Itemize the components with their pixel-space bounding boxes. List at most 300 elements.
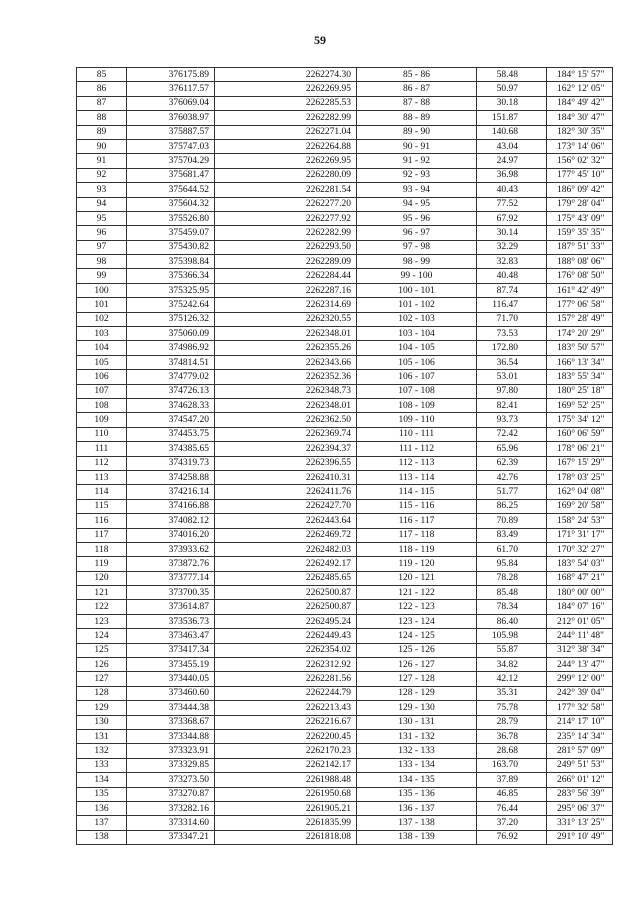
x-coordinate-cell: 373455.19 bbox=[127, 658, 215, 672]
point-number-cell: 130 bbox=[77, 715, 127, 729]
bearing-cell: 177° 32' 58" bbox=[547, 701, 613, 715]
y-coordinate-cell: 2262443.64 bbox=[215, 514, 357, 528]
length-cell: 32.83 bbox=[477, 255, 547, 269]
x-coordinate-cell: 373444.38 bbox=[127, 701, 215, 715]
table-row bbox=[77, 470, 613, 484]
point-number-cell: 100 bbox=[77, 283, 127, 297]
coordinates-table bbox=[76, 67, 613, 845]
segment-cell: 127 - 128 bbox=[357, 672, 477, 686]
bearing-cell: 180° 25' 18" bbox=[547, 384, 613, 398]
y-coordinate-cell: 2262348.73 bbox=[215, 384, 357, 398]
table-row bbox=[77, 413, 613, 427]
table-row bbox=[77, 442, 613, 456]
bearing-cell: 183° 54' 03" bbox=[547, 557, 613, 571]
y-coordinate-cell: 2262495.24 bbox=[215, 614, 357, 628]
length-cell: 116.47 bbox=[477, 298, 547, 312]
length-cell: 67.92 bbox=[477, 211, 547, 225]
length-cell: 42.76 bbox=[477, 470, 547, 484]
length-cell: 51.77 bbox=[477, 485, 547, 499]
point-number-cell: 97 bbox=[77, 240, 127, 254]
x-coordinate-cell: 375242.64 bbox=[127, 298, 215, 312]
length-cell: 53.01 bbox=[477, 370, 547, 384]
x-coordinate-cell: 373368.67 bbox=[127, 715, 215, 729]
x-coordinate-cell: 376175.89 bbox=[127, 68, 215, 82]
point-number-cell: 131 bbox=[77, 729, 127, 743]
table-row bbox=[77, 197, 613, 211]
segment-cell: 116 - 117 bbox=[357, 514, 477, 528]
length-cell: 42.12 bbox=[477, 672, 547, 686]
page-number: 59 bbox=[314, 33, 326, 47]
y-coordinate-cell: 2262289.09 bbox=[215, 255, 357, 269]
y-coordinate-cell: 2262282.99 bbox=[215, 226, 357, 240]
length-cell: 62.39 bbox=[477, 456, 547, 470]
bearing-cell: 175° 43' 09" bbox=[547, 211, 613, 225]
x-coordinate-cell: 373777.14 bbox=[127, 571, 215, 585]
bearing-cell: 212° 01' 05" bbox=[547, 614, 613, 628]
segment-cell: 94 - 95 bbox=[357, 197, 477, 211]
y-coordinate-cell: 2262142.17 bbox=[215, 758, 357, 772]
y-coordinate-cell: 2261905.21 bbox=[215, 801, 357, 815]
bearing-cell: 184° 30' 47" bbox=[547, 111, 613, 125]
table-row bbox=[77, 398, 613, 412]
y-coordinate-cell: 2262280.09 bbox=[215, 168, 357, 182]
point-number-cell: 133 bbox=[77, 758, 127, 772]
x-coordinate-cell: 373933.62 bbox=[127, 542, 215, 556]
point-number-cell: 106 bbox=[77, 370, 127, 384]
y-coordinate-cell: 2262354.02 bbox=[215, 643, 357, 657]
segment-cell: 93 - 94 bbox=[357, 183, 477, 197]
segment-cell: 119 - 120 bbox=[357, 557, 477, 571]
segment-cell: 133 - 134 bbox=[357, 758, 477, 772]
length-cell: 30.14 bbox=[477, 226, 547, 240]
y-coordinate-cell: 2262282.99 bbox=[215, 111, 357, 125]
length-cell: 172.80 bbox=[477, 341, 547, 355]
segment-cell: 123 - 124 bbox=[357, 614, 477, 628]
bearing-cell: 244° 13' 47" bbox=[547, 658, 613, 672]
table-row bbox=[77, 614, 613, 628]
point-number-cell: 101 bbox=[77, 298, 127, 312]
point-number-cell: 125 bbox=[77, 643, 127, 657]
segment-cell: 112 - 113 bbox=[357, 456, 477, 470]
point-number-cell: 137 bbox=[77, 816, 127, 830]
table-row bbox=[77, 355, 613, 369]
table-row bbox=[77, 701, 613, 715]
x-coordinate-cell: 375459.07 bbox=[127, 226, 215, 240]
bearing-cell: 295° 06' 37" bbox=[547, 801, 613, 815]
bearing-cell: 249° 51' 53" bbox=[547, 758, 613, 772]
x-coordinate-cell: 375604.32 bbox=[127, 197, 215, 211]
bearing-cell: 244° 11' 48" bbox=[547, 629, 613, 643]
bearing-cell: 184° 07' 16" bbox=[547, 600, 613, 614]
bearing-cell: 242° 39' 04" bbox=[547, 686, 613, 700]
point-number-cell: 116 bbox=[77, 514, 127, 528]
table-row bbox=[77, 298, 613, 312]
segment-cell: 101 - 102 bbox=[357, 298, 477, 312]
x-coordinate-cell: 375704.29 bbox=[127, 154, 215, 168]
point-number-cell: 92 bbox=[77, 168, 127, 182]
segment-cell: 109 - 110 bbox=[357, 413, 477, 427]
table-row bbox=[77, 571, 613, 585]
segment-cell: 136 - 137 bbox=[357, 801, 477, 815]
coordinates-table-body bbox=[77, 68, 613, 845]
segment-cell: 137 - 138 bbox=[357, 816, 477, 830]
length-cell: 77.52 bbox=[477, 197, 547, 211]
segment-cell: 135 - 136 bbox=[357, 787, 477, 801]
y-coordinate-cell: 2262277.92 bbox=[215, 211, 357, 225]
segment-cell: 122 - 123 bbox=[357, 600, 477, 614]
length-cell: 28.79 bbox=[477, 715, 547, 729]
y-coordinate-cell: 2262281.56 bbox=[215, 672, 357, 686]
table-row bbox=[77, 658, 613, 672]
point-number-cell: 111 bbox=[77, 442, 127, 456]
length-cell: 83.49 bbox=[477, 528, 547, 542]
y-coordinate-cell: 2261835.99 bbox=[215, 816, 357, 830]
segment-cell: 95 - 96 bbox=[357, 211, 477, 225]
bearing-cell: 176° 08' 50" bbox=[547, 269, 613, 283]
point-number-cell: 129 bbox=[77, 701, 127, 715]
table-row bbox=[77, 729, 613, 743]
length-cell: 73.53 bbox=[477, 327, 547, 341]
length-cell: 37.89 bbox=[477, 773, 547, 787]
y-coordinate-cell: 2262312.92 bbox=[215, 658, 357, 672]
table-row bbox=[77, 240, 613, 254]
segment-cell: 99 - 100 bbox=[357, 269, 477, 283]
bearing-cell: 177° 45' 10" bbox=[547, 168, 613, 182]
bearing-cell: 169° 20' 58" bbox=[547, 499, 613, 513]
table-row bbox=[77, 226, 613, 240]
y-coordinate-cell: 2261988.48 bbox=[215, 773, 357, 787]
point-number-cell: 121 bbox=[77, 586, 127, 600]
length-cell: 40.43 bbox=[477, 183, 547, 197]
y-coordinate-cell: 2262343.66 bbox=[215, 355, 357, 369]
segment-cell: 114 - 115 bbox=[357, 485, 477, 499]
bearing-cell: 283° 56' 39" bbox=[547, 787, 613, 801]
y-coordinate-cell: 2262271.04 bbox=[215, 125, 357, 139]
point-number-cell: 132 bbox=[77, 744, 127, 758]
x-coordinate-cell: 374453.75 bbox=[127, 427, 215, 441]
x-coordinate-cell: 376038.97 bbox=[127, 111, 215, 125]
point-number-cell: 87 bbox=[77, 96, 127, 110]
point-number-cell: 85 bbox=[77, 68, 127, 82]
table-row bbox=[77, 557, 613, 571]
point-number-cell: 119 bbox=[77, 557, 127, 571]
y-coordinate-cell: 2262277.20 bbox=[215, 197, 357, 211]
segment-cell: 92 - 93 bbox=[357, 168, 477, 182]
point-number-cell: 117 bbox=[77, 528, 127, 542]
y-coordinate-cell: 2262274.30 bbox=[215, 68, 357, 82]
length-cell: 37.20 bbox=[477, 816, 547, 830]
segment-cell: 108 - 109 bbox=[357, 398, 477, 412]
table-row bbox=[77, 183, 613, 197]
length-cell: 65.96 bbox=[477, 442, 547, 456]
table-row bbox=[77, 68, 613, 82]
point-number-cell: 120 bbox=[77, 571, 127, 585]
length-cell: 86.25 bbox=[477, 499, 547, 513]
x-coordinate-cell: 374726.13 bbox=[127, 384, 215, 398]
x-coordinate-cell: 373700.35 bbox=[127, 586, 215, 600]
x-coordinate-cell: 373282.16 bbox=[127, 801, 215, 815]
y-coordinate-cell: 2262369.74 bbox=[215, 427, 357, 441]
point-number-cell: 89 bbox=[77, 125, 127, 139]
y-coordinate-cell: 2262244.79 bbox=[215, 686, 357, 700]
point-number-cell: 94 bbox=[77, 197, 127, 211]
bearing-cell: 235° 14' 34" bbox=[547, 729, 613, 743]
length-cell: 140.68 bbox=[477, 125, 547, 139]
length-cell: 78.28 bbox=[477, 571, 547, 585]
point-number-cell: 98 bbox=[77, 255, 127, 269]
table-row bbox=[77, 82, 613, 96]
table-row bbox=[77, 283, 613, 297]
length-cell: 30.18 bbox=[477, 96, 547, 110]
y-coordinate-cell: 2262410.31 bbox=[215, 470, 357, 484]
x-coordinate-cell: 373417.34 bbox=[127, 643, 215, 657]
segment-cell: 118 - 119 bbox=[357, 542, 477, 556]
table-row bbox=[77, 456, 613, 470]
y-coordinate-cell: 2262264.88 bbox=[215, 139, 357, 153]
bearing-cell: 160° 06' 59" bbox=[547, 427, 613, 441]
bearing-cell: 178° 06' 21" bbox=[547, 442, 613, 456]
segment-cell: 86 - 87 bbox=[357, 82, 477, 96]
table-row bbox=[77, 715, 613, 729]
segment-cell: 85 - 86 bbox=[357, 68, 477, 82]
segment-cell: 91 - 92 bbox=[357, 154, 477, 168]
point-number-cell: 93 bbox=[77, 183, 127, 197]
table-row bbox=[77, 211, 613, 225]
bearing-cell: 183° 50' 57" bbox=[547, 341, 613, 355]
bearing-cell: 159° 35' 35" bbox=[547, 226, 613, 240]
x-coordinate-cell: 373329.85 bbox=[127, 758, 215, 772]
table-row bbox=[77, 686, 613, 700]
table-row bbox=[77, 485, 613, 499]
bearing-cell: 291° 10' 49" bbox=[547, 830, 613, 844]
y-coordinate-cell: 2262362.50 bbox=[215, 413, 357, 427]
x-coordinate-cell: 373273.50 bbox=[127, 773, 215, 787]
x-coordinate-cell: 374547.20 bbox=[127, 413, 215, 427]
length-cell: 97.80 bbox=[477, 384, 547, 398]
table-row bbox=[77, 600, 613, 614]
x-coordinate-cell: 375644.52 bbox=[127, 183, 215, 197]
table-row bbox=[77, 528, 613, 542]
table-row bbox=[77, 643, 613, 657]
length-cell: 36.98 bbox=[477, 168, 547, 182]
length-cell: 78.34 bbox=[477, 600, 547, 614]
bearing-cell: 179° 28' 04" bbox=[547, 197, 613, 211]
bearing-cell: 166° 13' 34" bbox=[547, 355, 613, 369]
point-number-cell: 103 bbox=[77, 327, 127, 341]
point-number-cell: 91 bbox=[77, 154, 127, 168]
y-coordinate-cell: 2262314.69 bbox=[215, 298, 357, 312]
length-cell: 32.29 bbox=[477, 240, 547, 254]
y-coordinate-cell: 2262281.54 bbox=[215, 183, 357, 197]
bearing-cell: 171° 31' 17" bbox=[547, 528, 613, 542]
point-number-cell: 123 bbox=[77, 614, 127, 628]
bearing-cell: 161° 42' 49" bbox=[547, 283, 613, 297]
x-coordinate-cell: 375887.57 bbox=[127, 125, 215, 139]
table-row bbox=[77, 139, 613, 153]
segment-cell: 98 - 99 bbox=[357, 255, 477, 269]
table-row bbox=[77, 427, 613, 441]
segment-cell: 107 - 108 bbox=[357, 384, 477, 398]
x-coordinate-cell: 374814.51 bbox=[127, 355, 215, 369]
x-coordinate-cell: 374258.88 bbox=[127, 470, 215, 484]
table-row bbox=[77, 341, 613, 355]
y-coordinate-cell: 2262216.67 bbox=[215, 715, 357, 729]
length-cell: 151.87 bbox=[477, 111, 547, 125]
bearing-cell: 214° 17' 10" bbox=[547, 715, 613, 729]
x-coordinate-cell: 373344.88 bbox=[127, 729, 215, 743]
segment-cell: 120 - 121 bbox=[357, 571, 477, 585]
length-cell: 46.85 bbox=[477, 787, 547, 801]
segment-cell: 100 - 101 bbox=[357, 283, 477, 297]
x-coordinate-cell: 374082.12 bbox=[127, 514, 215, 528]
point-number-cell: 90 bbox=[77, 139, 127, 153]
bearing-cell: 156° 02' 32" bbox=[547, 154, 613, 168]
length-cell: 50.97 bbox=[477, 82, 547, 96]
table-row bbox=[77, 672, 613, 686]
point-number-cell: 102 bbox=[77, 312, 127, 326]
segment-cell: 90 - 91 bbox=[357, 139, 477, 153]
segment-cell: 113 - 114 bbox=[357, 470, 477, 484]
x-coordinate-cell: 373314.60 bbox=[127, 816, 215, 830]
x-coordinate-cell: 374319.73 bbox=[127, 456, 215, 470]
bearing-cell: 312° 38' 34" bbox=[547, 643, 613, 657]
x-coordinate-cell: 375747.03 bbox=[127, 139, 215, 153]
segment-cell: 124 - 125 bbox=[357, 629, 477, 643]
bearing-cell: 173° 14' 06" bbox=[547, 139, 613, 153]
length-cell: 95.84 bbox=[477, 557, 547, 571]
length-cell: 28.68 bbox=[477, 744, 547, 758]
x-coordinate-cell: 376117.57 bbox=[127, 82, 215, 96]
point-number-cell: 99 bbox=[77, 269, 127, 283]
length-cell: 35.31 bbox=[477, 686, 547, 700]
x-coordinate-cell: 375126.32 bbox=[127, 312, 215, 326]
segment-cell: 132 - 133 bbox=[357, 744, 477, 758]
table-row bbox=[77, 370, 613, 384]
x-coordinate-cell: 375366.34 bbox=[127, 269, 215, 283]
length-cell: 75.78 bbox=[477, 701, 547, 715]
segment-cell: 97 - 98 bbox=[357, 240, 477, 254]
table-row bbox=[77, 787, 613, 801]
bearing-cell: 168° 47' 21" bbox=[547, 571, 613, 585]
length-cell: 55.87 bbox=[477, 643, 547, 657]
segment-cell: 111 - 112 bbox=[357, 442, 477, 456]
point-number-cell: 118 bbox=[77, 542, 127, 556]
point-number-cell: 138 bbox=[77, 830, 127, 844]
y-coordinate-cell: 2262269.95 bbox=[215, 82, 357, 96]
y-coordinate-cell: 2262348.01 bbox=[215, 398, 357, 412]
x-coordinate-cell: 376069.04 bbox=[127, 96, 215, 110]
length-cell: 36.78 bbox=[477, 729, 547, 743]
point-number-cell: 109 bbox=[77, 413, 127, 427]
segment-cell: 129 - 130 bbox=[357, 701, 477, 715]
y-coordinate-cell: 2262427.70 bbox=[215, 499, 357, 513]
x-coordinate-cell: 373270.87 bbox=[127, 787, 215, 801]
length-cell: 71.70 bbox=[477, 312, 547, 326]
segment-cell: 103 - 104 bbox=[357, 327, 477, 341]
segment-cell: 105 - 106 bbox=[357, 355, 477, 369]
point-number-cell: 115 bbox=[77, 499, 127, 513]
bearing-cell: 184° 15' 57" bbox=[547, 68, 613, 82]
x-coordinate-cell: 375526.80 bbox=[127, 211, 215, 225]
x-coordinate-cell: 375325.95 bbox=[127, 283, 215, 297]
table-row bbox=[77, 154, 613, 168]
bearing-cell: 299° 12' 00" bbox=[547, 672, 613, 686]
bearing-cell: 162° 12' 05" bbox=[547, 82, 613, 96]
point-number-cell: 95 bbox=[77, 211, 127, 225]
x-coordinate-cell: 373347.21 bbox=[127, 830, 215, 844]
y-coordinate-cell: 2262287.16 bbox=[215, 283, 357, 297]
y-coordinate-cell: 2262348.01 bbox=[215, 327, 357, 341]
x-coordinate-cell: 375681.47 bbox=[127, 168, 215, 182]
y-coordinate-cell: 2262482.03 bbox=[215, 542, 357, 556]
segment-cell: 104 - 105 bbox=[357, 341, 477, 355]
bearing-cell: 331° 13' 25" bbox=[547, 816, 613, 830]
table-row bbox=[77, 744, 613, 758]
point-number-cell: 88 bbox=[77, 111, 127, 125]
length-cell: 93.73 bbox=[477, 413, 547, 427]
point-number-cell: 107 bbox=[77, 384, 127, 398]
x-coordinate-cell: 374166.88 bbox=[127, 499, 215, 513]
x-coordinate-cell: 374986.92 bbox=[127, 341, 215, 355]
bearing-cell: 178° 03' 25" bbox=[547, 470, 613, 484]
x-coordinate-cell: 374385.65 bbox=[127, 442, 215, 456]
length-cell: 24.97 bbox=[477, 154, 547, 168]
length-cell: 85.48 bbox=[477, 586, 547, 600]
length-cell: 70.89 bbox=[477, 514, 547, 528]
y-coordinate-cell: 2262293.50 bbox=[215, 240, 357, 254]
point-number-cell: 113 bbox=[77, 470, 127, 484]
x-coordinate-cell: 373440.05 bbox=[127, 672, 215, 686]
segment-cell: 134 - 135 bbox=[357, 773, 477, 787]
segment-cell: 87 - 88 bbox=[357, 96, 477, 110]
table-row bbox=[77, 312, 613, 326]
bearing-cell: 183° 55' 34" bbox=[547, 370, 613, 384]
x-coordinate-cell: 374016.20 bbox=[127, 528, 215, 542]
point-number-cell: 134 bbox=[77, 773, 127, 787]
point-number-cell: 122 bbox=[77, 600, 127, 614]
bearing-cell: 180° 00' 00" bbox=[547, 586, 613, 600]
x-coordinate-cell: 374216.14 bbox=[127, 485, 215, 499]
point-number-cell: 105 bbox=[77, 355, 127, 369]
bearing-cell: 182° 30' 35" bbox=[547, 125, 613, 139]
point-number-cell: 108 bbox=[77, 398, 127, 412]
segment-cell: 102 - 103 bbox=[357, 312, 477, 326]
bearing-cell: 170° 32' 27" bbox=[547, 542, 613, 556]
y-coordinate-cell: 2262469.72 bbox=[215, 528, 357, 542]
segment-cell: 110 - 111 bbox=[357, 427, 477, 441]
segment-cell: 125 - 126 bbox=[357, 643, 477, 657]
segment-cell: 130 - 131 bbox=[357, 715, 477, 729]
table-row bbox=[77, 773, 613, 787]
x-coordinate-cell: 375430.82 bbox=[127, 240, 215, 254]
y-coordinate-cell: 2262492.17 bbox=[215, 557, 357, 571]
table-row bbox=[77, 629, 613, 643]
point-number-cell: 127 bbox=[77, 672, 127, 686]
length-cell: 82.41 bbox=[477, 398, 547, 412]
point-number-cell: 112 bbox=[77, 456, 127, 470]
y-coordinate-cell: 2262200.45 bbox=[215, 729, 357, 743]
bearing-cell: 281° 57' 09" bbox=[547, 744, 613, 758]
y-coordinate-cell: 2262355.26 bbox=[215, 341, 357, 355]
y-coordinate-cell: 2262394.37 bbox=[215, 442, 357, 456]
length-cell: 34.82 bbox=[477, 658, 547, 672]
bearing-cell: 177° 06' 58" bbox=[547, 298, 613, 312]
bearing-cell: 187° 51' 33" bbox=[547, 240, 613, 254]
table-row bbox=[77, 816, 613, 830]
bearing-cell: 158° 24' 53" bbox=[547, 514, 613, 528]
table-row bbox=[77, 542, 613, 556]
y-coordinate-cell: 2262320.55 bbox=[215, 312, 357, 326]
